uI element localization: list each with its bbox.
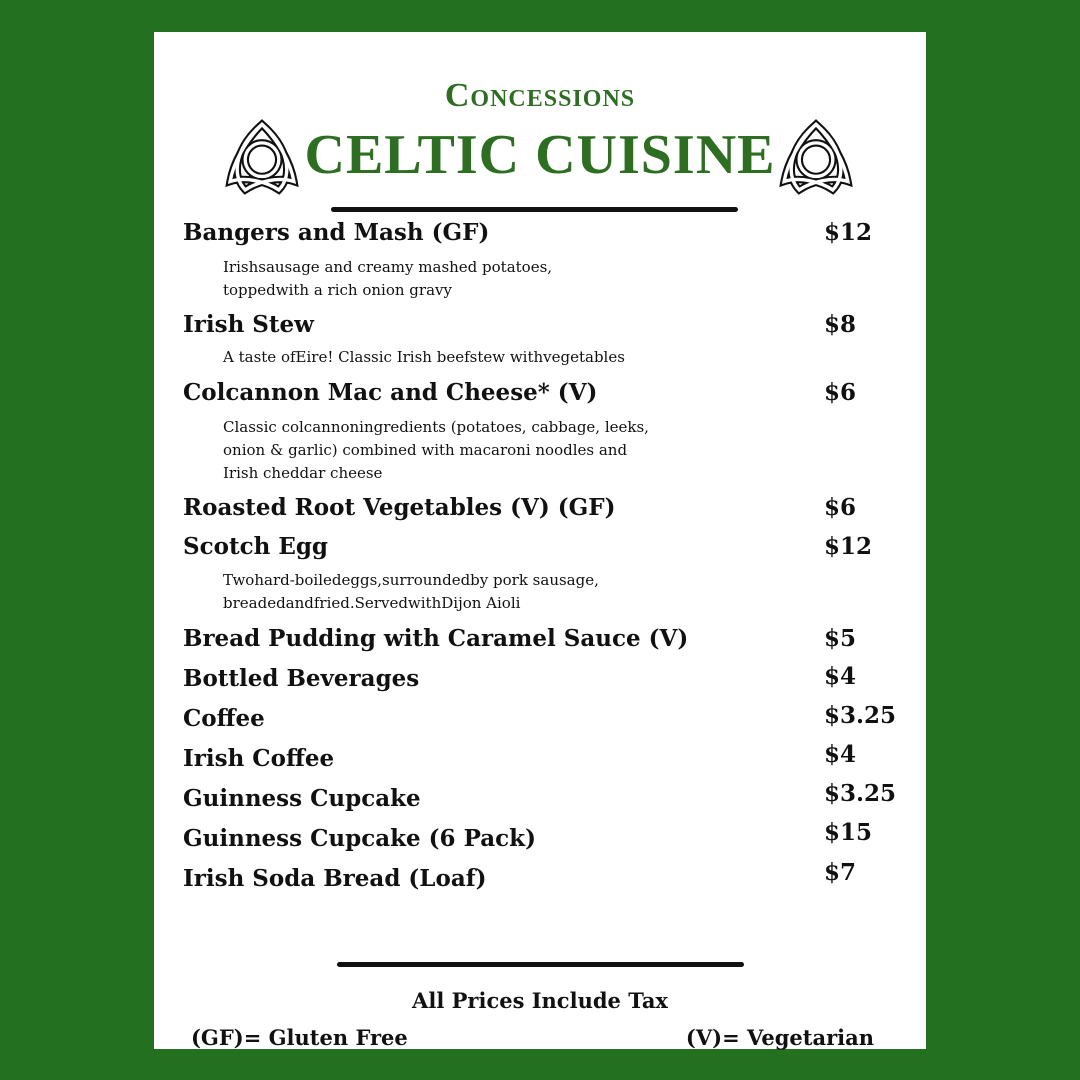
celtic-knot-icon [774,116,858,200]
description-line: Twohard-boiledeggs,surroundedby pork sausage, [223,571,599,589]
menu-item-description [223,416,693,485]
menu-item-name: Bread Pudding with Caramel Sauce (V) [183,625,689,652]
menu-item-price: $6 [824,494,857,521]
menu-item-name: Irish Stew [183,311,314,338]
legend-gluten-free: (GF)= Gluten Free [191,1025,408,1050]
menu-item-description [223,256,693,302]
menu-item-price: $7 [824,859,857,886]
menu-item-price: $3.25 [824,702,897,729]
menu-item-name: Irish Coffee [183,745,335,772]
legend-vegetarian: (V)= Vegetarian [685,1025,874,1050]
description-line: onion & garlic) combined with macaroni noodles and [223,441,628,459]
menu-item-name: Bangers and Mash (GF) [183,219,490,246]
menu-item-name: Irish Soda Bread (Loaf) [183,865,487,892]
menu-item-name: Roasted Root Vegetables (V) (GF) [183,494,616,521]
menu-item-name: Colcannon Mac and Cheese* (V) [183,379,598,406]
divider-top [331,207,738,212]
menu-item-price: $3.25 [824,780,897,807]
menu-card [154,32,926,1049]
description-line: breadedandfried.ServedwithDijon Aioli [223,594,521,612]
menu-item-price: $5 [824,625,857,652]
description-line: toppedwith a rich onion gravy [223,281,452,299]
menu-item-description [223,569,693,615]
menu-title: CELTIC CUISINE [304,124,776,186]
menu-item-price: $8 [824,311,857,338]
description-line: Classic colcannoningredients (potatoes, cabbage, leeks, [223,418,649,436]
menu-item-description [223,346,693,369]
menu-item-price: $12 [824,219,873,246]
menu-item-price: $12 [824,533,873,560]
divider-bottom [337,962,744,967]
menu-item-price: $4 [824,663,857,690]
menu-subtitle: Concessions [444,77,636,114]
menu-item-name: Scotch Egg [183,533,329,560]
menu-item-price: $4 [824,741,857,768]
tax-note: All Prices Include Tax [412,988,668,1013]
menu-item-name: Coffee [183,705,265,732]
menu-item-name: Bottled Beverages [183,665,420,692]
menu-item-name: Guinness Cupcake (6 Pack) [183,825,536,852]
description-line: A taste ofEire! Classic Irish beefstew withvegetables [223,348,625,366]
description-line: Irish cheddar cheese [223,464,383,482]
description-line: Irishsausage and creamy mashed potatoes, [223,258,553,276]
menu-item-name: Guinness Cupcake [183,785,421,812]
menu-item-price: $6 [824,379,857,406]
menu-item-price: $15 [824,819,873,846]
